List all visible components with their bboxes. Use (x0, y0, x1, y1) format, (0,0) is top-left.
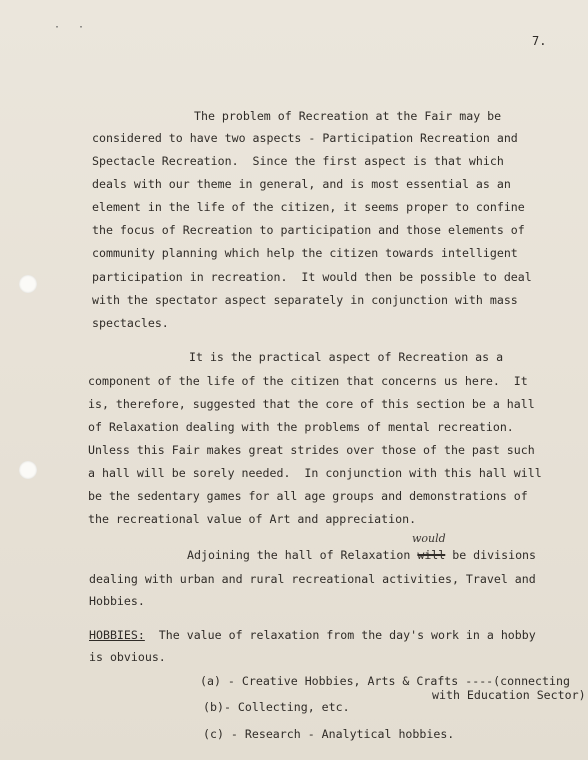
paragraph-1-line: considered to have two aspects - Participation Recreation and (92, 131, 518, 145)
paragraph-1-line: spectacles. (92, 316, 169, 330)
paragraph-1-line: The problem of Recreation at the Fair may be (194, 109, 502, 123)
paragraph-1-line: participation in recreation. It would then be possible to deal (92, 270, 532, 284)
hobbies-heading: HOBBIES: (89, 628, 145, 642)
paragraph-1-line: the focus of Recreation to participation and those elements of (92, 223, 525, 237)
struck-word: will (417, 548, 446, 562)
paragraph-3-line: Hobbies. (89, 594, 145, 608)
paragraph-3-line: dealing with urban and rural recreational activities, Travel and (89, 572, 536, 586)
paragraph-1-line: deals with our theme in general, and is most essential as an (92, 177, 511, 191)
paragraph-1-line: element in the life of the citizen, it seems proper to confine (92, 200, 525, 214)
paragraph-2-line: a hall will be sorely needed. In conjunction with this hall will (88, 466, 542, 480)
paragraph-3-line: Adjoining the hall of Relaxation will be divisions (187, 548, 537, 562)
hobbies-line: HOBBIES: The value of relaxation from the day's work in a hobby (89, 628, 536, 642)
paragraph-1-line: with the spectator aspect separately in conjunction with mass (92, 293, 518, 307)
binder-hole (19, 461, 37, 479)
paragraph-2-line: It is the practical aspect of Recreation as a (189, 350, 504, 364)
hobby-list-item: (a) - Creative Hobbies, Arts & Crafts ----(connecting (200, 674, 570, 688)
paragraph-2-line: component of the life of the citizen that concerns us here. It (88, 374, 528, 388)
hobby-list-item: (b)- Collecting, etc. (203, 700, 350, 714)
hobby-list-item-continuation: with Education Sector) (432, 688, 586, 702)
binder-hole (19, 275, 37, 293)
hobbies-line: is obvious. (89, 650, 166, 664)
margin-specks: · · (54, 22, 91, 33)
paragraph-2-line: the recreational value of Art and appreciation. (88, 512, 417, 526)
paragraph-2-line: of Relaxation dealing with the problems of mental recreation. (88, 420, 514, 434)
paragraph-2-line: be the sedentary games for all age groups and demonstrations of (88, 489, 528, 503)
paragraph-2-line: is, therefore, suggested that the core of this section be a hall (88, 397, 535, 411)
paragraph-1-line: community planning which help the citizen towards intelligent (92, 246, 518, 260)
handwritten-correction: would (412, 532, 446, 545)
paragraph-2-line: Unless this Fair makes great strides over those of the past such (88, 443, 535, 457)
paragraph-1-line: Spectacle Recreation. Since the first aspect is that which (92, 154, 504, 168)
page-number: 7. (532, 34, 547, 48)
hobby-list-item: (c) - Research - Analytical hobbies. (203, 727, 455, 741)
